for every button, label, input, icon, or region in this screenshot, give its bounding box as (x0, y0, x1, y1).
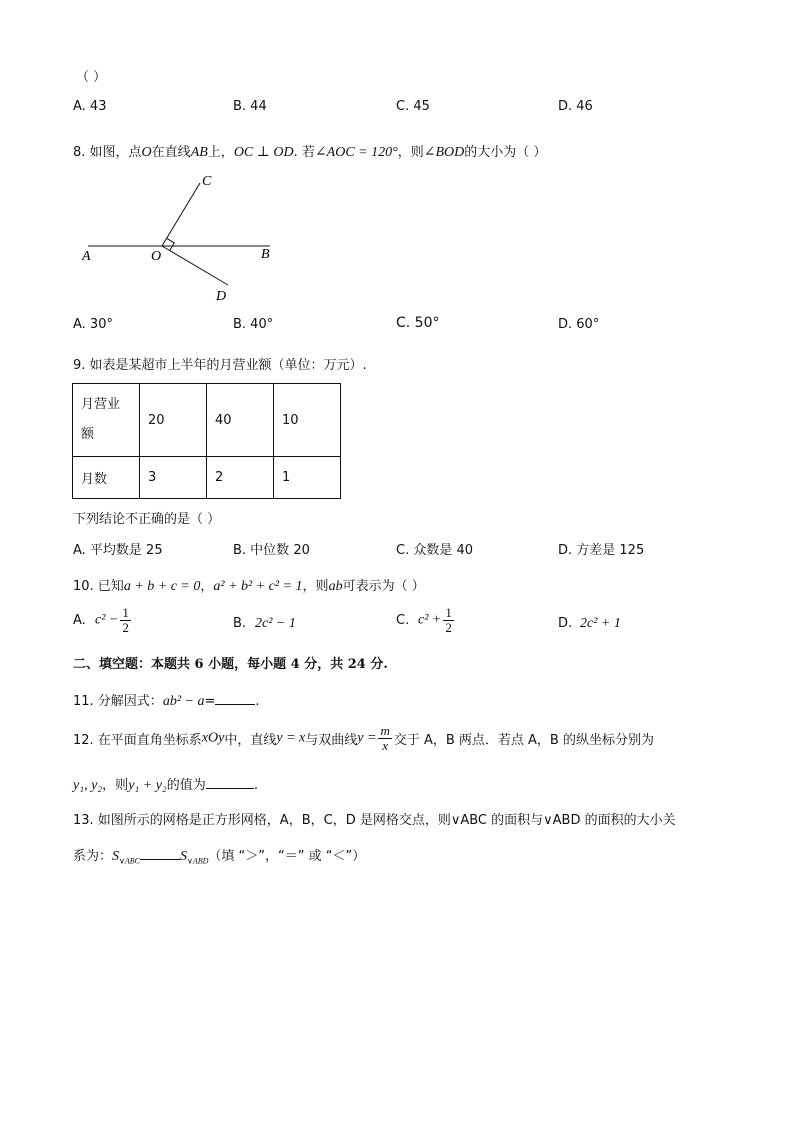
q11-stem: 11. 分解因式：ab² − a= . (73, 694, 260, 709)
q12-stem-line1: 12. 在平面直角坐标系xOy中，直线y = x与双曲线y = $\frac{m}{x}$ 交于 A，B 两点．若点 A，B 的纵坐标分别为 (73, 723, 654, 753)
label-a: A (82, 249, 91, 264)
table-cell: 3 (140, 457, 207, 499)
q8-figure (70, 168, 290, 308)
label-o: O (151, 249, 162, 264)
table-cell: 10 (274, 384, 341, 457)
q7-option-b: B. 44 (233, 99, 267, 114)
q9-option-d: D. 方差是 125 (558, 543, 645, 558)
answer-blank (206, 776, 254, 789)
q7-paren: （ ） (76, 70, 107, 85)
ray-oc (162, 183, 200, 246)
q7-option-c: C. 45 (396, 99, 430, 114)
q9-option-a: A. 平均数是 25 (73, 543, 163, 558)
q9-stem: 9. 如表是某超市上半年的月营业额（单位：万元）. (73, 358, 367, 373)
table-cell: 1 (274, 457, 341, 499)
label-c: C (202, 174, 212, 189)
ray-od (162, 246, 228, 285)
q8-option-d: D. 60° (558, 317, 600, 332)
q7-option-a: A. 43 (73, 99, 107, 114)
q9-table (72, 383, 341, 499)
table-cell: 2 (207, 457, 274, 499)
q10-option-d: D. 2c² + 1 (558, 616, 621, 631)
label-b: B (261, 247, 270, 262)
label-d: D (216, 289, 227, 304)
table-header-cell: 月数 (73, 457, 140, 499)
q8-stem: 8. 如图，点O在直线AB上，OC ⊥ OD. 若∠AOC = 120°，则∠BOD的大小为（ ） (73, 145, 547, 160)
q10-stem: 10. 已知a + b + c = 0，a² + b² + c² = 1，则ab可表示为（ ） (73, 579, 425, 594)
table-cell: 40 (207, 384, 274, 457)
q10-option-c: C. c² + $\frac{1}{2}$ (396, 605, 452, 635)
q9-sub: 下列结论不正确的是（ ） (73, 512, 221, 527)
table-row (73, 384, 341, 457)
q8-option-b: B. 40° (233, 317, 274, 332)
q13-stem-line1: 13. 如图所示的网格是正方形网格，A，B，C，D 是网格交点，则∨ABC 的面积与∨ABD 的面积的大小关 (73, 813, 676, 828)
answer-blank (215, 692, 255, 705)
q10-option-b: B. 2c² − 1 (233, 616, 296, 631)
right-angle-mark (167, 238, 175, 250)
q13-stem-line2: 系为：$S_{\vee ABC}$ $S_{\vee ABD}$（填 “＞”，“＝” 或 “＜”） (73, 849, 366, 866)
q8-option-a: A. 30° (73, 317, 113, 332)
table-header-cell: 月营业 额 (73, 384, 140, 457)
q12-stem-line2: y₁, y₂，则y₁ + y₂的值为 . (73, 778, 258, 793)
q9-option-b: B. 中位数 20 (233, 543, 310, 558)
q9-option-c: C. 众数是 40 (396, 543, 474, 558)
answer-blank (140, 847, 180, 860)
table-cell: 20 (140, 384, 207, 457)
table-row (73, 457, 341, 499)
section-title: 二、填空题：本题共 6 小题，每小题 4 分，共 24 分. (73, 657, 388, 672)
q10-option-a: A. c² − $\frac{1}{2}$ (73, 605, 129, 635)
q7-option-d: D. 46 (558, 99, 593, 114)
q8-option-c: C. 50° (396, 315, 440, 331)
